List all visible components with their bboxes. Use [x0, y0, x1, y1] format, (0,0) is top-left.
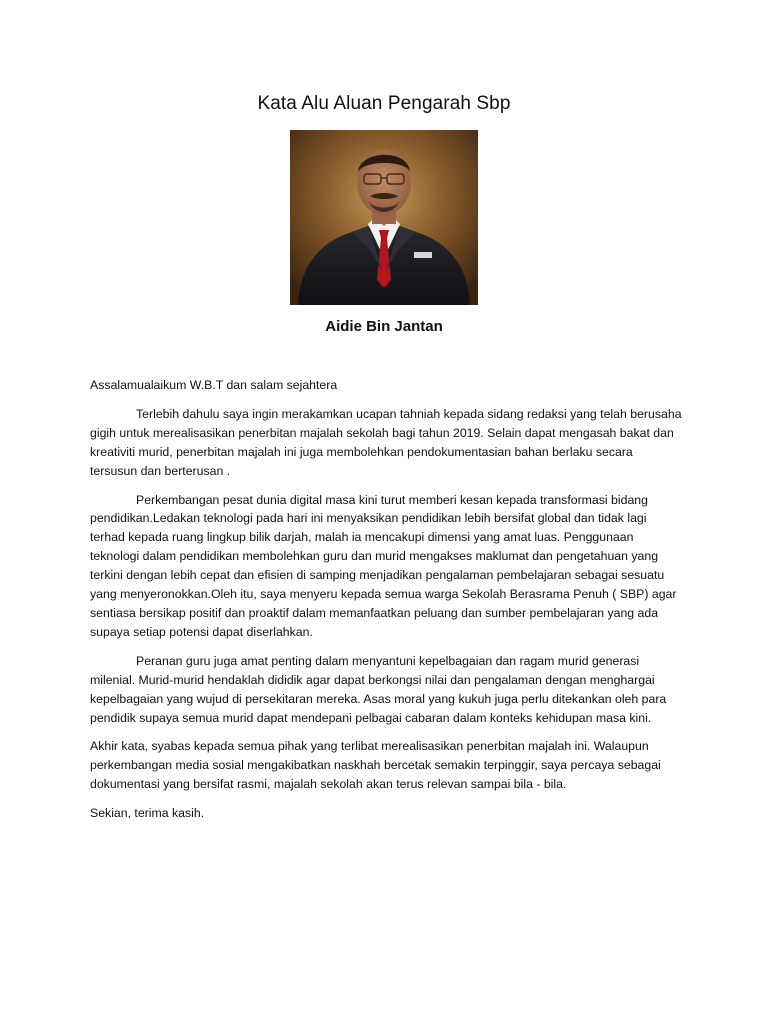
page-title: Kata Alu Aluan Pengarah Sbp: [257, 93, 511, 114]
paragraph-2: Perkembangan pesat dunia digital masa kini turut memberi kesan kepada transformasi bidang pendidikan.Ledakan teknologi pada hari ini menyaksikan pendidikan lebih bersifat global dan tidak lagi terhad kepada ruang lingkup bilik darjah, malah ia mencakupi dimensi yang amat luas. Penggunaan teknologi dalam pendidikan membolehkan guru dan murid mengakses maklumat dan pengetahuan yang terkini dengan lebih cepat dan efisien di samping menjadikan pengalaman pembelajaran sebagai sesuatu yang menyeronokkan.Oleh itu, saya menyeru kepada semua warga Sekolah Berasrama Penuh ( SBP) agar sentiasa bersikap positif dan proaktif dalam memanfaatkan peluang dan sumber pembelajaran yang ada supaya setiap potensi dapat diserlahkan.: [90, 492, 677, 639]
paragraph-1: Terlebih dahulu saya ingin merakamkan ucapan tahniah kepada sidang redaksi yang telah berusaha gigih untuk merealisasikan penerbitan majalah sekolah bagi tahun 2019. Selain dapat mengasah bakat dan kreativiti murid, penerbitan majalah ini juga membolehkan pendokumentasian bahan berlaku secara tersusun dan berterusan .: [90, 406, 682, 478]
letter-body: [90, 376, 682, 833]
paragraph-greeting: Assalamualaikum W.B.T dan salam sejahtera: [90, 378, 338, 392]
paragraph-closing: Sekian, terima kasih.: [90, 806, 205, 821]
portrait-photo: [290, 130, 478, 305]
paragraph-3: Peranan guru juga amat penting dalam menyantuni kepelbagaian dan ragam murid generasi milenial. Murid-murid hendaklah dididik agar dapat berkongsi nilai dan pengalaman dengan menghargai kepelbagaian yang wujud di persekitaran mereka. Asas moral yang kukuh juga perlu ditekankan oleh para pendidik supaya semua murid dapat mendepani pelbagai cabaran dalam konteks kehidupan masa kini.: [90, 653, 667, 725]
portrait-caption: Aidie Bin Jantan: [325, 318, 443, 335]
paragraph-4: Akhir kata, syabas kepada semua pihak yang terlibat merealisasikan penerbitan majalah ini. Walaupun perkembangan media sosial mengakibatkan naskhah bercetak semakin terpinggir, saya percaya sebagai dokumentasi yang bersifat rasmi, majalah sekolah akan terus relevan sampai bila - bila.: [90, 739, 661, 792]
portrait-name-badge: [414, 252, 432, 258]
